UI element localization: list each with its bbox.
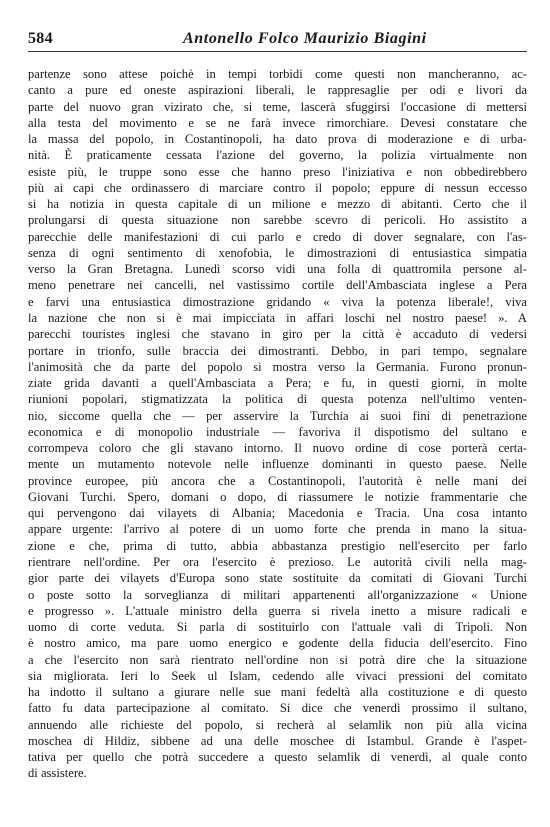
text-line: gior parte dei vilayets d'Europa sono state sostituite da comitati di Giovani Turchi	[28, 571, 527, 586]
text-line: riunioni popolari, stigmatizzata la politica di questa potenza nell'ultimo venten-	[28, 392, 527, 407]
text-line: qui pervengono dai vilayets di Albania; Macedonia e Tracia. Una cosa intanto	[28, 506, 527, 521]
text-line: canto a pure ed oneste aspirazioni liberali, le rappresaglie per odi e livori da	[28, 83, 527, 98]
text-line: e progresso ». L'attuale ministro della guerra si rivela inetto a misure radicali e	[28, 603, 527, 618]
text-line: corrompeva coloro che gli stavano intorno. Il nuovo ordine di cose porterà certa-	[28, 441, 527, 456]
text-line: moschea di Hildiz, sibbene ad una delle moschee di Istambul. Grande è l'aspet-	[28, 733, 527, 748]
running-head: Antonello Folco Maurizio Biagini	[183, 30, 427, 47]
text-line: e farvi una entusiastica dimostrazione gridando « viva la potenza liberale!, viva	[28, 294, 527, 309]
text-line: esiste più, le truppe sono esse che hanno preso l'iniziativa e non obbedirebbero	[28, 164, 527, 179]
page-header	[28, 30, 527, 52]
text-line: o poste sotto la sorveglianza di militari appartenenti all'organizzazione « Unione	[28, 587, 527, 602]
text-line: nità. È praticamente cessata l'azione del governo, la polizia virtualmente non	[28, 148, 527, 163]
text-line: parte del nuovo gran vizirato che, si teme, lascerà sfuggirsi l'occasione di mettersi	[28, 99, 527, 114]
text-line: più ai capi che ordinassero di marciare contro il popolo; eppure di nessun eccesso	[28, 180, 527, 195]
text-line: partenze sono attese poichè in tempi torbidi come questi non mancheranno, ac-	[28, 67, 527, 81]
text-line: tativa per quello che potrà succedere a questo selamlik di venerdì, al quale conto	[28, 750, 527, 765]
text-line: fatto fu data partecipazione al comitato. Si dice che venerdì prossimo il sultano,	[28, 701, 527, 716]
text-line: rientrare nell'ordine. Per ora l'esercito è prezioso. Le autorità civili nella mag-	[28, 554, 527, 569]
text-line: meno penetrare nei cancelli, nel vastissimo cortile dell'Ambasciata inglese a Pera	[28, 278, 527, 293]
text-line: ziate grida davanti a quell'Ambasciata a Pera; e fu, in questi giorni, in molte	[28, 376, 527, 391]
text-line: di assistere.	[28, 766, 87, 781]
page-number: 584	[28, 30, 53, 47]
text-line: l'animosità che da parte del popolo si mostra verso la Germania. Furono pronun-	[28, 359, 527, 374]
text-line: è nostro amico, ma pare uomo energico e godente della fiducia dell'esercito. Fino	[28, 636, 527, 651]
text-line: si ha notizia in questa capitale di un milione e mezzo di abitanti. Certo che il	[28, 197, 527, 212]
text-line: parecchie delle manifestazioni di cui parlo e credo di dover segnalare, con l'as-	[28, 229, 527, 244]
text-line: senza di ogni sentimento di xenofobia, le dimostrazioni di entusiastica simpatia	[28, 245, 527, 260]
text-line: annuendo alle richieste del popolo, si recherà al selamlik non più alla vicina	[28, 717, 527, 732]
text-line: uomo di corte veduta. Si parla di sostituirlo con l'attuale valì di Tripoli. Non	[28, 620, 527, 635]
text-line: parecchi touristes inglesi che stavano in giro per la città è accaduto di vedersi	[28, 327, 527, 342]
body-text	[28, 66, 527, 782]
header-rule	[28, 51, 527, 52]
text-line: appare urgente: l'arrivo al potere di un uomo forte che prenda in mano la situa-	[28, 522, 527, 537]
text-line: mente un mutamento notevole nelle influenze dominanti in questo paese. Nelle	[28, 457, 527, 472]
text-line: a che l'esercito non sarà rientrato nell'ordine non si potrà dire che la situazione	[28, 652, 527, 667]
text-line: ha indotto il sultano a giurare nelle sue mani fedeltà alla costituzione e di questo	[28, 685, 527, 700]
text-line: economica e di monopolio industriale — favoriva il dispotismo del sultano e	[28, 424, 527, 439]
text-line: verso la Gran Bretagna. Lunedì scorso vidi una folla di quattromila persone al-	[28, 262, 527, 277]
text-line: alla testa del movimento e se ne farà invece rimorchiare. Devesi constatare che	[28, 115, 527, 130]
text-line: Giovani Turchi. Spero, domani o dopo, di riassumere le notizie frammentarie che	[28, 489, 527, 504]
text-line: portare in trionfo, sulle braccia dei dimostranti. Debbo, in pari tempo, segnalare	[28, 343, 527, 358]
text-line: la massa del popolo, in Costantinopoli, ha dato prova di moderazione e di urba-	[28, 132, 527, 147]
text-line: la nazione che non si è mai impicciata in affari loschi nel nostro paese! ». A	[28, 310, 527, 325]
text-line: prolungarsi di questa situazione non sarebbe scevro di pericoli. Ho assistito a	[28, 213, 527, 228]
text-line: sia migliorata. Ieri lo Seek ul Islam, cedendo alle vivaci pressioni del comitato	[28, 668, 527, 683]
text-line: nio, siccome quella che — per asservire la Turchia ai suoi fini di penetrazione	[28, 408, 527, 423]
text-line: zione e che, prima di tutto, abbia abbastanza prestigio nell'esercito per farlo	[28, 538, 527, 553]
text-line: province europee, più ancora che a Costantinopoli, l'autorità è nelle mani dei	[28, 473, 527, 488]
